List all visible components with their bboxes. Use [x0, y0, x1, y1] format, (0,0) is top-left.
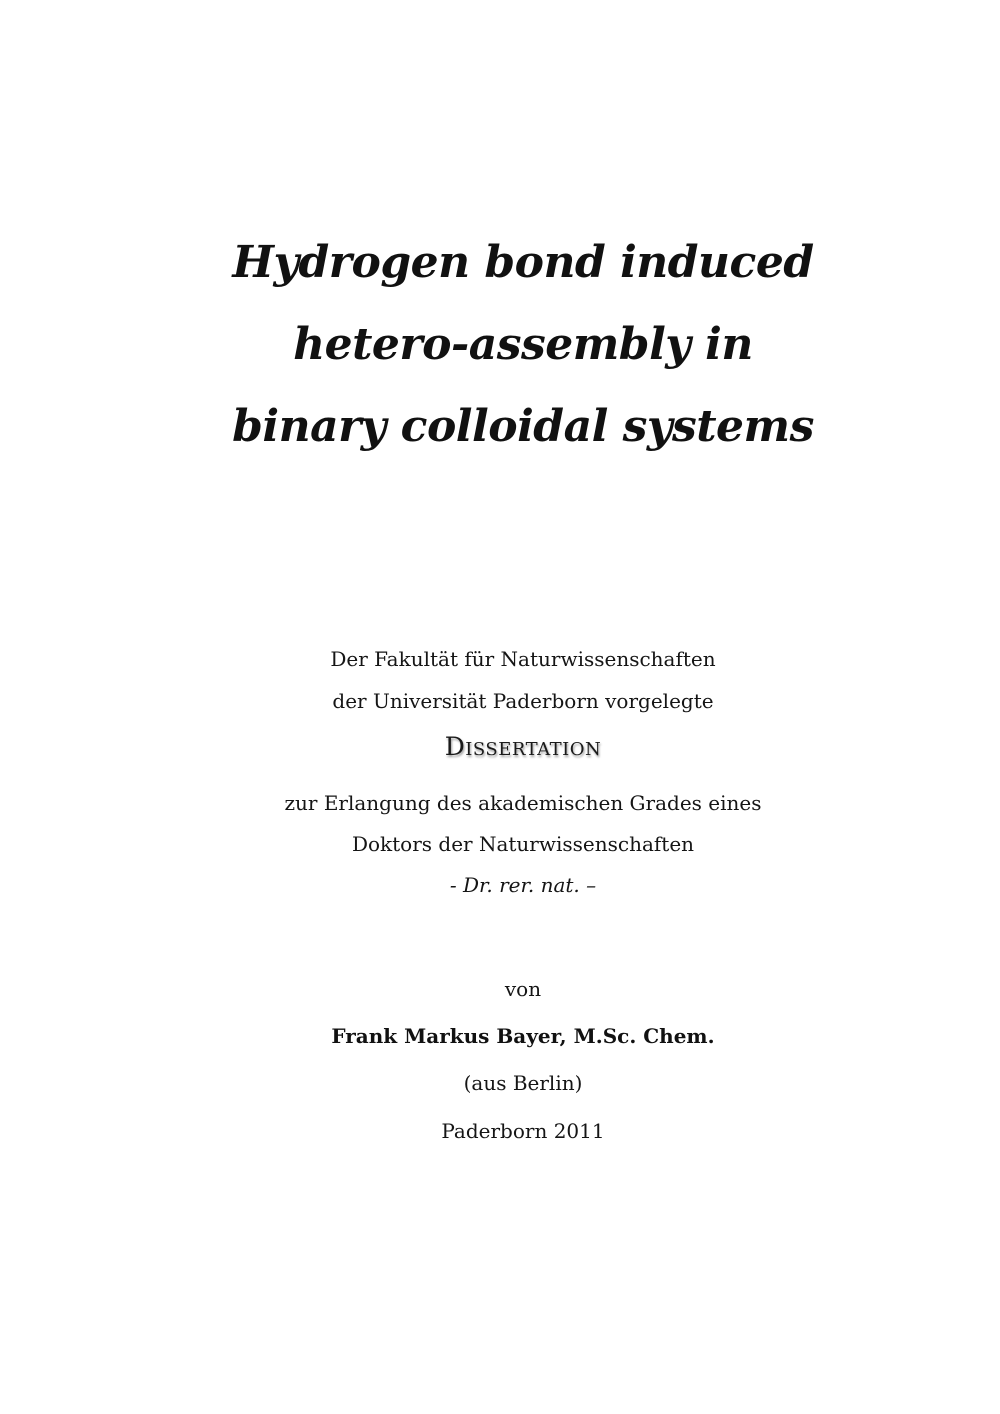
title-line-1: Hydrogen bond induced	[232, 237, 814, 288]
university-line: der Universität Paderborn vorgelegte	[332, 689, 714, 713]
author-origin: (aus Berlin)	[463, 1071, 583, 1095]
document-type-heading: Dissertation	[444, 732, 602, 761]
degree-abbreviation: - Dr. rer. nat. –	[449, 873, 597, 897]
thesis-title	[0, 222, 1000, 468]
title-line-3: binary colloidal systems	[232, 401, 814, 452]
purpose-line: zur Erlangung des akademischen Grades eines	[284, 791, 762, 815]
by-label: von	[504, 977, 542, 1001]
place-and-year: Paderborn 2011	[441, 1119, 605, 1143]
author-name: Frank Markus Bayer, M.Sc. Chem.	[331, 1024, 715, 1048]
degree-name-line: Doktors der Naturwissenschaften	[351, 832, 695, 856]
title-line-2: hetero-assembly in	[293, 319, 753, 370]
faculty-line: Der Fakultät für Naturwissenschaften	[330, 647, 716, 671]
